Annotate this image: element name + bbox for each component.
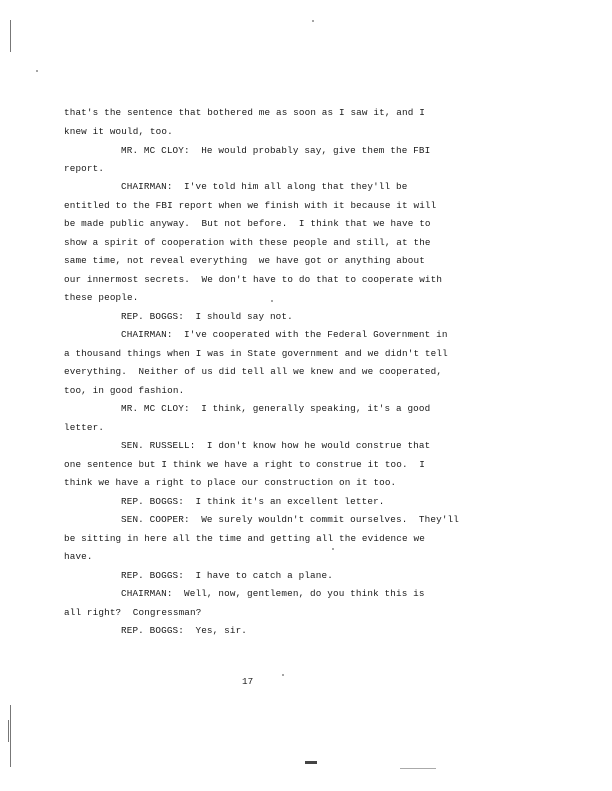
text-line: CHAIRMAN: Well, now, gentlemen, do you think this is: [121, 588, 425, 599]
text-line: SEN. COOPER: We surely wouldn't commit ourselves. They'll: [121, 514, 460, 525]
text-line: letter.: [64, 422, 105, 433]
text-line: be sitting in here all the time and getting all the evidence we: [64, 533, 425, 544]
text-line: be made public anyway. But not before. I think that we have to: [64, 218, 431, 229]
text-line: too, in good fashion.: [64, 385, 185, 396]
scan-footer-mark: [305, 761, 317, 764]
text-line: entitled to the FBI report when we finish with it because it will: [64, 200, 437, 211]
text-line: our innermost secrets. We don't have to do that to cooperate with: [64, 274, 443, 285]
text-line: report.: [64, 163, 105, 174]
text-line: one sentence but I think we have a right to construe it too. I: [64, 459, 425, 470]
text-line: same time, not reveal everything we have got or anything about: [64, 255, 425, 266]
scan-speck: [271, 300, 273, 302]
text-line: that's the sentence that bothered me as soon as I saw it, and I: [64, 107, 425, 118]
scan-margin-mark: [8, 720, 9, 742]
scan-speck: [312, 20, 314, 22]
text-line: REP. BOGGS: Yes, sir.: [121, 625, 248, 636]
text-line: a thousand things when I was in State government and we didn't tell: [64, 348, 448, 359]
scan-footer-mark: [400, 768, 436, 769]
scan-speck: [282, 674, 284, 676]
text-line: REP. BOGGS: I should say not.: [121, 311, 293, 322]
text-line: SEN. RUSSELL: I don't know how he would construe that: [121, 440, 431, 451]
text-line: have.: [64, 551, 93, 562]
text-line: MR. MC CLOY: I think, generally speaking, it's a good: [121, 403, 431, 414]
text-line: show a spirit of cooperation with these people and still, at the: [64, 237, 431, 248]
text-line: knew it would, too.: [64, 126, 173, 137]
text-line: MR. MC CLOY: He would probably say, give them the FBI: [121, 145, 431, 156]
text-line: all right? Congressman?: [64, 607, 202, 618]
text-line: everything. Neither of us did tell all we knew and we cooperated,: [64, 366, 443, 377]
scan-margin-mark: [10, 20, 11, 52]
text-line: REP. BOGGS: I think it's an excellent letter.: [121, 496, 385, 507]
scan-margin-mark: [10, 705, 11, 767]
text-line: REP. BOGGS: I have to catch a plane.: [121, 570, 333, 581]
text-line: CHAIRMAN: I've cooperated with the Federal Government in: [121, 329, 448, 340]
scan-speck: [36, 70, 38, 72]
page-number: 17: [242, 676, 254, 687]
scan-speck: [332, 548, 334, 550]
text-line: these people.: [64, 292, 139, 303]
text-line: think we have a right to place our construction on it too.: [64, 477, 397, 488]
text-line: CHAIRMAN: I've told him all along that they'll be: [121, 181, 408, 192]
